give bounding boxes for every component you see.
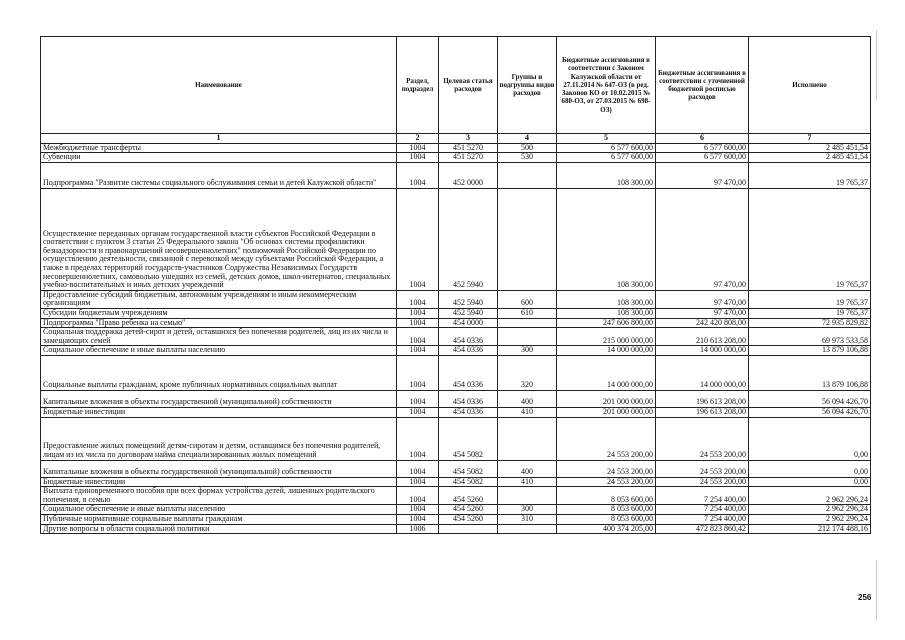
- cell-law: 201 000 000,00: [557, 390, 656, 407]
- cell-refined: 14 000 000,00: [656, 346, 749, 356]
- cell-refined: 196 613 208,00: [656, 407, 749, 417]
- cell-name: Бюджетные инвестиции: [41, 407, 397, 417]
- cell-executed: 2 485 451,54: [749, 143, 871, 153]
- cell-law: 247 606 800,00: [557, 318, 656, 328]
- cell-target: 454 5260: [439, 505, 498, 515]
- cell-name: Предоставление жилых помещений детям-сиротам и детям, оставшимся без попечения родителей, лицам из их числа по договорам найма специализированных жилых помещений: [41, 417, 397, 460]
- cell-law: 400 374 205,00: [557, 524, 656, 534]
- cell-law: 14 000 000,00: [557, 346, 656, 356]
- cell-executed: 13 879 106,88: [749, 346, 871, 356]
- table-row: [41, 328, 871, 346]
- cell-target: 454 5082: [439, 460, 498, 477]
- cell-name: Предоставление субсидий бюджетным, автономным учреждениям и иным некоммерческим организациям: [41, 290, 397, 308]
- cell-refined: 242 420 808,00: [656, 318, 749, 328]
- cell-executed: 0,00: [749, 477, 871, 487]
- cell-section: 1004: [397, 390, 439, 407]
- table-row: [41, 290, 871, 308]
- cell-refined: 24 553 200,00: [656, 417, 749, 460]
- cell-refined: 14 000 000,00: [656, 355, 749, 390]
- cell-group: [498, 524, 557, 534]
- cell-law: 215 000 000,00: [557, 328, 656, 346]
- cell-group: 600: [498, 290, 557, 308]
- header-executed: Исполнено: [749, 37, 871, 134]
- cell-target: 454 5260: [439, 487, 498, 505]
- cell-section: 1004: [397, 153, 439, 163]
- cell-law: 24 553 200,00: [557, 477, 656, 487]
- column-number: 1: [41, 134, 397, 144]
- cell-target: 454 0336: [439, 355, 498, 390]
- cell-refined: 24 553 200,00: [656, 477, 749, 487]
- cell-group: 400: [498, 390, 557, 407]
- table-row: [41, 308, 871, 318]
- cell-law: 108 300,00: [557, 162, 656, 188]
- cell-refined: 210 613 208,00: [656, 328, 749, 346]
- table-row: [41, 346, 871, 356]
- cell-section: 1004: [397, 346, 439, 356]
- column-number: 3: [439, 134, 498, 144]
- page-number: 256: [858, 593, 872, 602]
- cell-refined: 196 613 208,00: [656, 390, 749, 407]
- cell-name: Другие вопросы в области социальной политики: [41, 524, 397, 534]
- cell-section: 1004: [397, 355, 439, 390]
- cell-refined: 97 470,00: [656, 290, 749, 308]
- cell-refined: 472 823 860,42: [656, 524, 749, 534]
- cell-section: 1004: [397, 162, 439, 188]
- cell-law: 8 053 600,00: [557, 505, 656, 515]
- cell-law: 108 300,00: [557, 308, 656, 318]
- column-number-row: [41, 134, 871, 144]
- table-row: [41, 460, 871, 477]
- cell-section: 1004: [397, 487, 439, 505]
- cell-refined: 7 254 400,00: [656, 505, 749, 515]
- table-row: [41, 355, 871, 390]
- cell-executed: 2 962 296,24: [749, 514, 871, 524]
- cell-target: 454 0336: [439, 407, 498, 417]
- cell-name: Межбюджетные трансферты: [41, 143, 397, 153]
- cell-refined: 97 470,00: [656, 162, 749, 188]
- cell-group: 300: [498, 505, 557, 515]
- scan-edge-mark: [876, 560, 877, 620]
- cell-name: Социальное обеспечение и иные выплаты населению: [41, 346, 397, 356]
- cell-refined: 24 553 200,00: [656, 460, 749, 477]
- cell-group: 610: [498, 308, 557, 318]
- cell-executed: 19 765,37: [749, 308, 871, 318]
- cell-section: 1004: [397, 290, 439, 308]
- cell-section: 1004: [397, 460, 439, 477]
- cell-section: 1004: [397, 417, 439, 460]
- column-number: 6: [656, 134, 749, 144]
- cell-name: Капитальные вложения в объекты государственной (муниципальной) собственности: [41, 390, 397, 407]
- cell-law: 8 053 600,00: [557, 487, 656, 505]
- cell-refined: 6 577 600,00: [656, 153, 749, 163]
- column-number: 5: [557, 134, 656, 144]
- cell-group: [498, 487, 557, 505]
- cell-law: 6 577 600,00: [557, 153, 656, 163]
- cell-executed: 56 094 426,70: [749, 407, 871, 417]
- cell-group: 300: [498, 346, 557, 356]
- header-section: Раздел, подраздел: [397, 37, 439, 134]
- cell-executed: 56 094 426,70: [749, 390, 871, 407]
- header-group: Группы и подгруппы видов расходов: [498, 37, 557, 134]
- cell-name: Подпрограмма "Право ребенка на семью": [41, 318, 397, 328]
- cell-group: 500: [498, 143, 557, 153]
- cell-executed: 69 973 533,58: [749, 328, 871, 346]
- cell-target: 452 0000: [439, 162, 498, 188]
- cell-target: 451 5270: [439, 153, 498, 163]
- cell-name: Бюджетные инвестиции: [41, 477, 397, 487]
- cell-section: 1004: [397, 477, 439, 487]
- cell-law: 24 553 200,00: [557, 417, 656, 460]
- header-target: Целевая статья расходов: [439, 37, 498, 134]
- cell-target: 452 5940: [439, 290, 498, 308]
- cell-executed: 13 879 106,88: [749, 355, 871, 390]
- cell-name: Субвенции: [41, 153, 397, 163]
- cell-target: 454 0336: [439, 328, 498, 346]
- cell-section: 1004: [397, 308, 439, 318]
- cell-group: 320: [498, 355, 557, 390]
- header-law: Бюджетные ассигнования в соответствии с Законом Калужской области от 27.11.2014 № 647-ОЗ (в ред. Законов КО от 10.02.2015 № 680-ОЗ, от 27.03.2015 № 698-ОЗ): [557, 37, 656, 134]
- cell-executed: 212 174 488,16: [749, 524, 871, 534]
- table-row: [41, 390, 871, 407]
- cell-group: [498, 188, 557, 290]
- cell-group: [498, 417, 557, 460]
- scan-edge-mark: [876, 30, 877, 100]
- cell-section: 1004: [397, 318, 439, 328]
- cell-section: 1006: [397, 524, 439, 534]
- cell-target: 451 5270: [439, 143, 498, 153]
- table-row: [41, 153, 871, 163]
- cell-law: 108 300,00: [557, 290, 656, 308]
- cell-target: 454 0336: [439, 390, 498, 407]
- cell-name: Выплата единовременного пособия при всех формах устройства детей, лишенных родительского попечения, в семью: [41, 487, 397, 505]
- cell-executed: 19 765,37: [749, 188, 871, 290]
- table-row: [41, 524, 871, 534]
- cell-name: Субсидии бюджетным учреждениям: [41, 308, 397, 318]
- table-row: [41, 514, 871, 524]
- cell-name: Подпрограмма "Развитие системы социального обслуживания семьи и детей Калужской области": [41, 162, 397, 188]
- cell-executed: 2 962 296,24: [749, 487, 871, 505]
- cell-group: 410: [498, 407, 557, 417]
- cell-refined: 6 577 600,00: [656, 143, 749, 153]
- cell-group: 400: [498, 460, 557, 477]
- budget-table: [40, 36, 871, 534]
- cell-name: Капитальные вложения в объекты государственной (муниципальной) собственности: [41, 460, 397, 477]
- cell-name: Осуществление переданных органам государственной власти субъектов Российской Федерации в соответствии с пунктом 3 статьи 25 Федерального закона "Об основах системы профилактики безнадзорности и правонарушений несовершеннолетних" полномочий Российской Федерации по осуществлению деятельности, связанной с перевозкой между субъектами Российской Федерации, а также в пределах территорий государств-участников Содружества Независимых Государств несовершеннолетних, самовольно ушедших из семей, детских домов, школ-интернатов, специальных учебно-воспитательных и иных детских учреждений: [41, 188, 397, 290]
- cell-target: [439, 524, 498, 534]
- cell-law: 6 577 600,00: [557, 143, 656, 153]
- cell-section: 1004: [397, 188, 439, 290]
- table-row: [41, 188, 871, 290]
- cell-name: Социальные выплаты гражданам, кроме публичных нормативных социальных выплат: [41, 355, 397, 390]
- table-row: [41, 487, 871, 505]
- table-row: [41, 143, 871, 153]
- cell-group: [498, 318, 557, 328]
- cell-refined: 7 254 400,00: [656, 514, 749, 524]
- cell-executed: 72 935 829,82: [749, 318, 871, 328]
- cell-law: 14 000 000,00: [557, 355, 656, 390]
- cell-target: 454 0000: [439, 318, 498, 328]
- cell-executed: 2 485 451,54: [749, 153, 871, 163]
- cell-group: [498, 328, 557, 346]
- cell-name: Публичные нормативные социальные выплаты гражданам: [41, 514, 397, 524]
- cell-group: [498, 162, 557, 188]
- header-row: [41, 37, 871, 134]
- cell-group: 410: [498, 477, 557, 487]
- cell-section: 1004: [397, 505, 439, 515]
- table-row: [41, 407, 871, 417]
- cell-refined: 7 254 400,00: [656, 487, 749, 505]
- table-row: [41, 505, 871, 515]
- table-row: [41, 477, 871, 487]
- table-row: [41, 318, 871, 328]
- cell-group: 530: [498, 153, 557, 163]
- column-number: 2: [397, 134, 439, 144]
- cell-name: Социальная поддержка детей-сирот и детей, оставшихся без попечения родителей, лиц из их числа и замещающих семей: [41, 328, 397, 346]
- cell-law: 201 000 000,00: [557, 407, 656, 417]
- cell-executed: 0,00: [749, 417, 871, 460]
- cell-executed: 2 962 296,24: [749, 505, 871, 515]
- cell-target: 454 0336: [439, 346, 498, 356]
- cell-target: 452 5940: [439, 188, 498, 290]
- cell-section: 1004: [397, 328, 439, 346]
- cell-group: 310: [498, 514, 557, 524]
- cell-section: 1004: [397, 514, 439, 524]
- cell-section: 1004: [397, 143, 439, 153]
- cell-law: 24 553 200,00: [557, 460, 656, 477]
- cell-target: 454 5082: [439, 477, 498, 487]
- header-name: Наименование: [41, 37, 397, 134]
- cell-target: 454 5260: [439, 514, 498, 524]
- table-row: [41, 162, 871, 188]
- cell-law: 8 053 600,00: [557, 514, 656, 524]
- column-number: 4: [498, 134, 557, 144]
- cell-law: 108 300,00: [557, 188, 656, 290]
- cell-executed: 19 765,37: [749, 162, 871, 188]
- cell-section: 1004: [397, 407, 439, 417]
- table-row: [41, 417, 871, 460]
- cell-target: 454 5082: [439, 417, 498, 460]
- cell-target: 452 5940: [439, 308, 498, 318]
- cell-executed: 19 765,37: [749, 290, 871, 308]
- cell-name: Социальное обеспечение и иные выплаты населению: [41, 505, 397, 515]
- cell-refined: 97 470,00: [656, 188, 749, 290]
- header-refined: Бюджетные ассигнования в соответствии с уточненной бюджетной росписью расходов: [656, 37, 749, 134]
- cell-refined: 97 470,00: [656, 308, 749, 318]
- column-number: 7: [749, 134, 871, 144]
- cell-executed: 0,00: [749, 460, 871, 477]
